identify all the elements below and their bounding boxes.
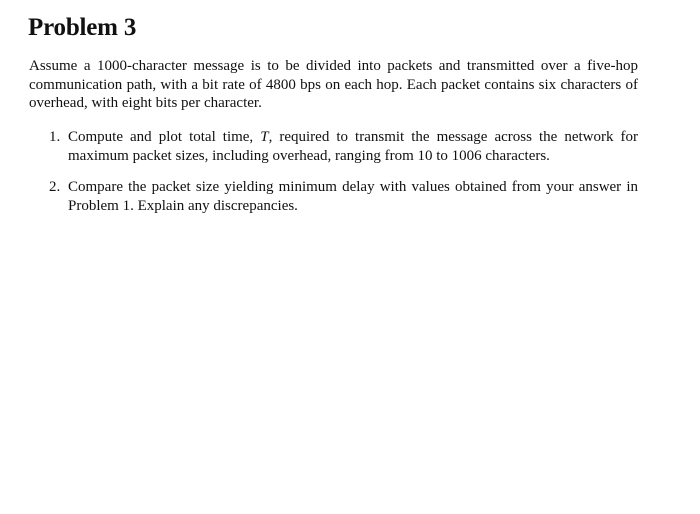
problem-intro: Assume a 1000-character message is to be divided into packets and transmitted over a five-hop communication path, with a bit rate of 4800 bps on each hop. Each packet contains six characters of overhead, with eight bits per character. xyxy=(29,58,638,111)
list-item xyxy=(29,178,638,216)
problem-title: Problem 3 xyxy=(28,14,137,41)
item-text-start: Compute and plot total time, xyxy=(68,129,261,145)
item-number: 1. xyxy=(49,129,61,145)
item-text: Compare the packet size yielding minimum delay with values obtained from your answer in Problem 1. Explain any discrepancies. xyxy=(68,179,638,214)
variable-t: T xyxy=(260,129,269,145)
item-number: 2. xyxy=(49,179,61,195)
list-item xyxy=(29,128,638,166)
item-text-end: , required to transmit the message across the network for maximum packet sizes, including overhead, ranging from 10 to 1006 characters. xyxy=(68,129,638,164)
question-list xyxy=(29,128,638,228)
